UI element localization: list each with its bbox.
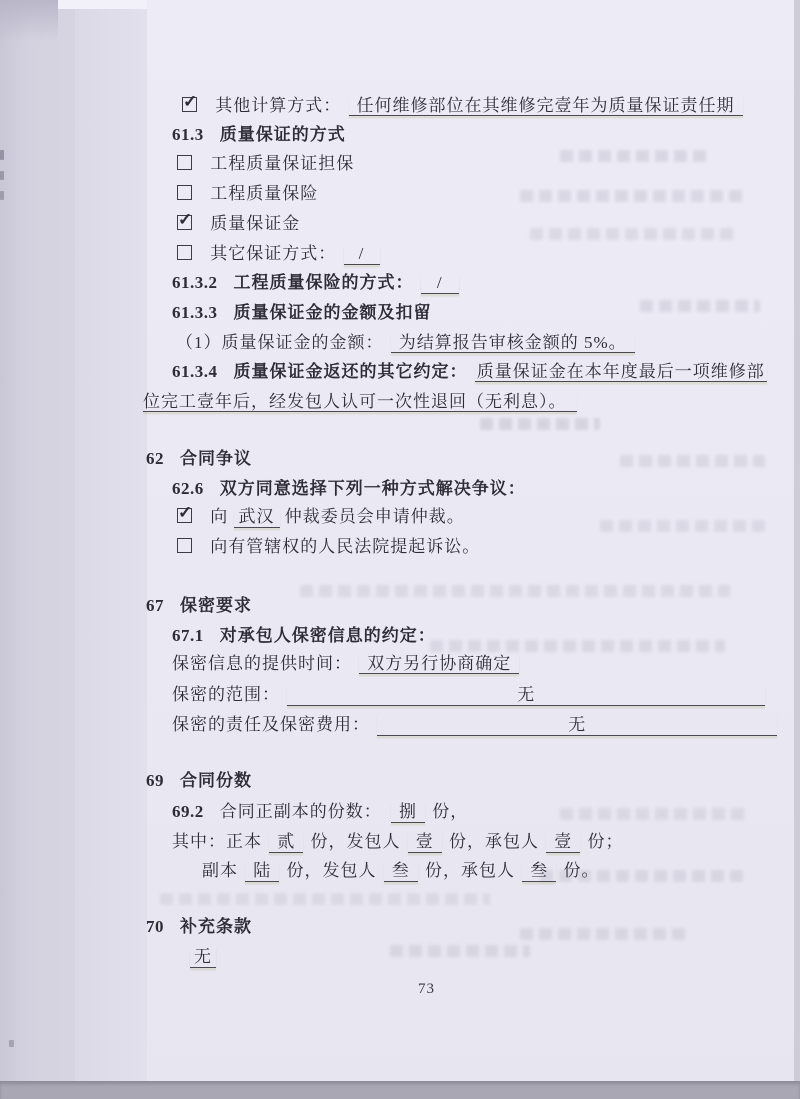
bleedthrough-mark [520,928,690,940]
heading-67-1 [172,625,436,646]
heading-61-3-2 [172,272,459,294]
filled-value: 质量保证金在本年度最后一项维修部 [476,362,765,381]
edge-mark [9,1040,14,1047]
clause-number: 70 [146,917,164,936]
employer-duplicate-count: 叁 [384,860,418,882]
checkbox-court [177,538,192,553]
copies-original-row [172,831,624,853]
clause-61-3-4-continued [143,391,577,412]
clause-title: 双方同意选择下列一种方式解决争议： [219,479,526,498]
bleedthrough-mark [390,945,530,957]
clause-title: 质量保证金的金额及扣留 [233,303,432,322]
segment: 份，承包人 [449,832,539,851]
filled-value: 双方另行协商确定 [359,654,519,674]
page-curl-strip [75,0,147,1099]
option-label: 工程质量保险 [210,184,319,203]
segment: 份，发包人 [310,832,401,851]
edge-mark [0,150,4,160]
clause-title: 保密要求 [180,596,252,615]
clause-title: 补充条款 [180,917,252,936]
secrecy-duty-row [172,714,777,736]
bleedthrough-mark [530,228,735,240]
deposit-amount-row [176,332,635,353]
bleedthrough-mark [600,520,765,532]
clause-number: 61.3 [172,125,204,144]
bleedthrough-mark [520,190,745,202]
clause-number: 61.3.3 [172,303,218,322]
edge-mark [0,171,4,180]
segment: 副本 [202,861,238,880]
clause-title: 合同争议 [180,449,252,468]
heading-67 [146,595,252,616]
checkbox-quality-insurance [177,185,192,200]
scanner-bottom-strip [0,1081,800,1099]
option-label-post: 仲裁委员会申请仲裁。 [284,507,465,526]
bleedthrough-mark [560,808,750,820]
segment: 份。 [563,861,600,880]
filled-value: 无 [190,946,216,968]
clause-number: 67.1 [172,626,204,645]
option-quality-deposit [177,210,301,234]
option-label: 其它保证方式： [210,244,337,263]
arbitration-city-value: 武汉 [234,506,280,528]
bleedthrough-mark [480,418,600,430]
filled-value: / [344,243,380,265]
bleedthrough-mark [160,893,490,905]
contractor-original-count: 壹 [546,831,580,853]
checkbox-quality-guarantee [177,155,192,170]
row-label: （1）质量保证金的金额： [176,333,384,352]
bleedthrough-mark [620,455,765,467]
clause-number: 62.6 [172,479,204,498]
filled-value: 无 [377,714,777,736]
segment: 份，承包人 [425,861,515,880]
option-arbitration [177,503,465,528]
bleedthrough-mark [430,640,725,652]
page-number: 73 [418,981,435,997]
copies-duplicate-row [202,860,600,882]
option-label: 向有管辖权的人民法院提起诉讼。 [210,537,481,556]
checkbox-other-guarantee [177,245,192,260]
option-label-pre: 向 [210,507,229,526]
field-label: 保密的范围： [172,685,280,704]
filled-value: 无 [287,684,765,706]
filled-value: 为结算报告审核金额的 5%。 [391,333,635,353]
field-suffix: 份， [432,802,469,821]
checkbox-arbitration [177,503,194,523]
heading-70 [146,916,252,937]
clause-number: 61.3.2 [172,273,218,292]
clause-title: 质量保证的方式 [219,125,346,144]
option-label: 工程质量保证担保 [210,154,355,173]
row-label: 其他计算方式： [215,96,342,115]
heading-61-3-3 [172,302,432,323]
clause-title: 工程质量保险的方式： [233,273,414,292]
filled-value: 位完工壹年后，经发包人认可一次性退回（无利息）。 [143,392,577,412]
checkmark-icon: ✓ [183,92,199,111]
segment: 其中：正本 [172,832,262,851]
heading-69 [146,770,252,791]
copies-total-row [172,801,468,823]
clause-number: 61.3.4 [172,362,218,381]
secrecy-scope-row [172,684,765,706]
bleedthrough-mark [640,300,760,312]
checkbox-quality-deposit [177,210,194,230]
option-court [177,536,480,557]
contractor-duplicate-count: 叁 [522,860,556,882]
clause-number: 69 [146,771,164,790]
right-scan-shadow [794,0,800,1099]
heading-61-3-4 [172,361,767,382]
clause-number: 69.2 [172,802,204,821]
clause-title: 质量保证金返还的其它约定： [233,362,468,381]
clause-title: 合同份数 [180,771,252,790]
option-quality-insurance [177,183,318,204]
scan-corner-shadow [0,0,58,42]
checkbox-other-calc [182,92,199,112]
binding-strip [0,0,75,1099]
heading-62-6 [172,478,526,499]
heading-62 [146,448,252,469]
option-label: 质量保证金 [210,214,301,233]
bleedthrough-mark [300,585,730,597]
clause-title: 对承包人保密信息的约定： [219,626,436,645]
field-label: 保密信息的提供时间： [172,654,352,673]
clause-number: 67 [146,596,164,615]
filled-value: 任何维修部位在其维修完壹年为质量保证责任期 [349,96,743,116]
copies-total-value: 捌 [391,801,425,823]
checkmark-icon: ✓ [178,210,194,229]
secrecy-time-row [172,653,519,674]
field-label: 合同正副本的份数： [219,802,382,821]
segment: 份，发包人 [286,861,377,880]
original-count: 贰 [269,831,303,853]
duplicate-count: 陆 [245,860,279,882]
supplementary-value-row [190,946,216,968]
page-edge-highlight [58,0,153,9]
segment: 份； [587,832,624,851]
field-label: 保密的责任及保密费用： [172,715,370,734]
clause-other-calc-row [182,92,743,116]
checkmark-icon: ✓ [178,503,194,522]
option-quality-guarantee [177,153,354,174]
employer-original-count: 壹 [408,831,442,853]
option-other-guarantee [177,243,380,265]
heading-61-3 [172,124,346,145]
filled-value: / [421,272,459,294]
bleedthrough-mark [560,150,710,162]
edge-mark [0,191,4,200]
clause-number: 62 [146,449,164,468]
